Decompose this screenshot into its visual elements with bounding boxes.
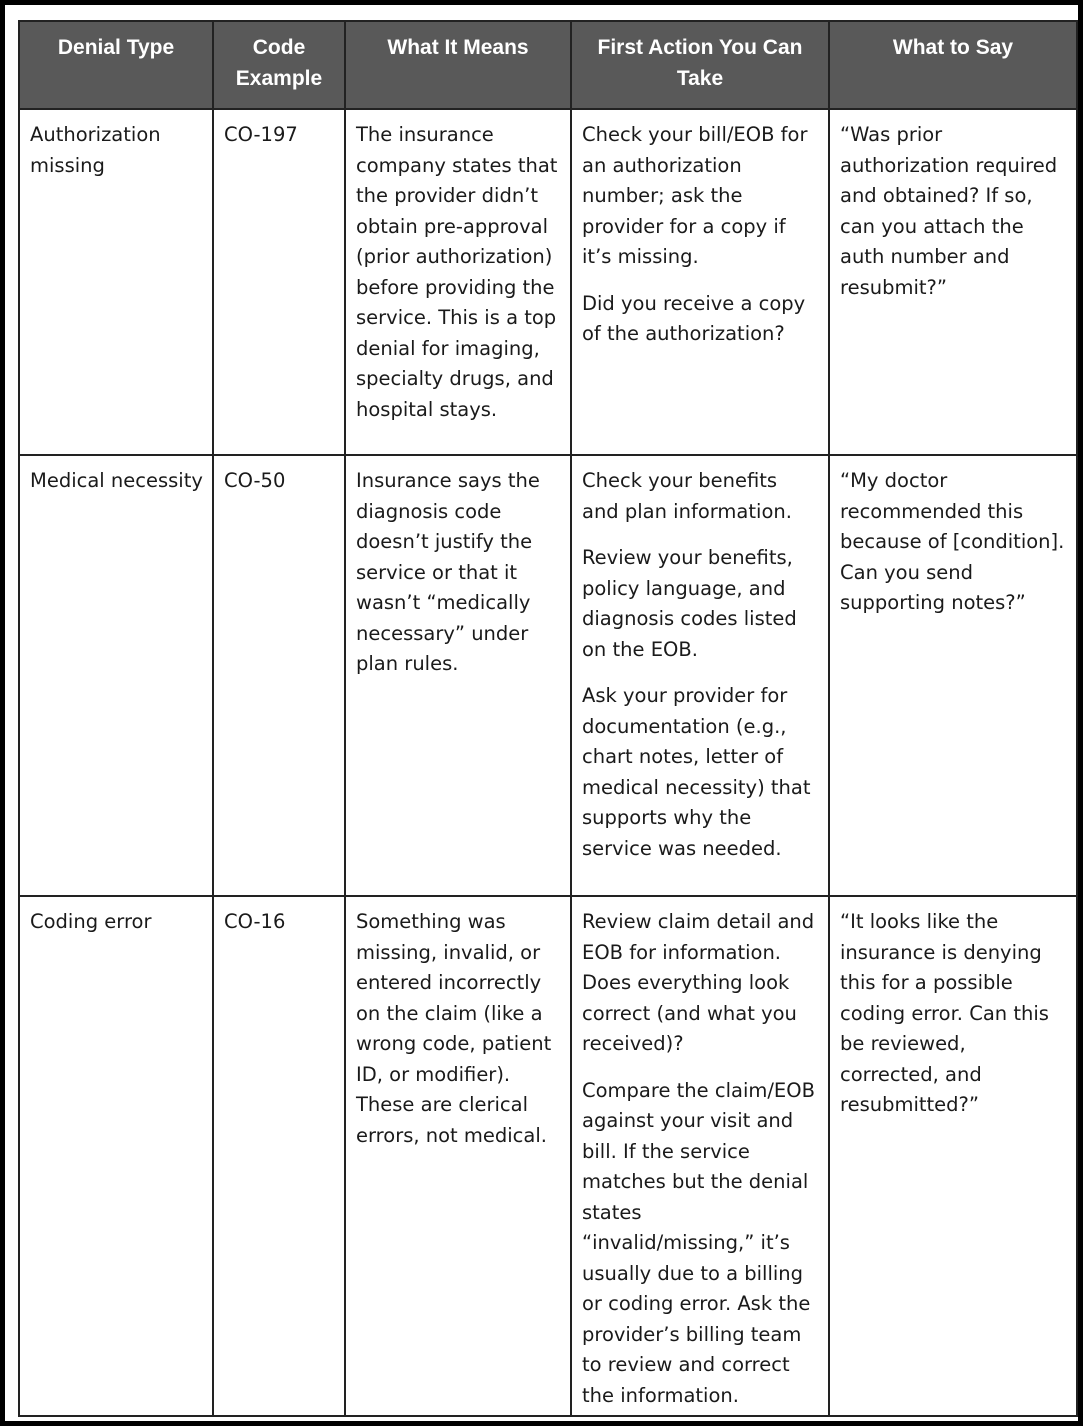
code-cell: CO-16 [213, 896, 345, 1416]
header-first-action: First Action You Can Take [571, 21, 829, 109]
action-paragraph: Check your bill/EOB for an authorization number; ask the provider for a copy if it’s missing. [582, 123, 808, 268]
denial-types-table [18, 20, 1078, 1417]
action-paragraph: Review your benefits, policy language, and diagnosis codes listed on the EOB. [582, 546, 797, 661]
denial-type-cell: Coding error [19, 896, 213, 1416]
denial-type-cell: Authorization missing [19, 109, 213, 455]
what-to-say-cell: “My doctor recommended this because of [condition]. Can you send supporting notes?” [829, 455, 1077, 896]
action-cell [571, 896, 829, 1416]
header-code-example: Code Example [213, 21, 345, 109]
header-denial-type: Denial Type [19, 21, 213, 109]
table-row [19, 455, 1077, 896]
table-header-row [19, 21, 1077, 109]
action-cell [571, 455, 829, 896]
meaning-cell: Insurance says the diagnosis code doesn’t justify the service or that it wasn’t “medically necessary” under plan rules. [345, 455, 571, 896]
action-paragraph: Check your benefits and plan information. [582, 469, 792, 523]
action-paragraph: Review claim detail and EOB for information. Does everything look correct (and what you received)? [582, 910, 815, 1056]
code-cell: CO-50 [213, 455, 345, 896]
code-cell: CO-197 [213, 109, 345, 455]
meaning-cell: Something was missing, invalid, or entered incorrectly on the claim (like a wrong code, patient ID, or modifier). These are clerical errors, not medical. [345, 896, 571, 1416]
table-row [19, 109, 1077, 455]
header-what-it-means: What It Means [345, 21, 571, 109]
action-paragraph: Ask your provider for documentation (e.g., chart notes, letter of medical necessity) that supports why the service was needed. [582, 684, 811, 860]
table-row [19, 896, 1077, 1416]
what-to-say-cell: “Was prior authorization required and obtained? If so, can you attach the auth number and resubmit?” [829, 109, 1077, 455]
denial-type-cell: Medical necessity [19, 455, 213, 896]
header-what-to-say: What to Say [829, 21, 1077, 109]
action-paragraph: Compare the claim/EOB against your visit and bill. If the service matches but the denial states “invalid/missing,” it’s usually due to a billing or coding error. Ask the provider’s billing team to review and correct the information. [582, 1078, 815, 1407]
action-paragraph: Did you receive a copy of the authorization? [582, 291, 806, 345]
action-cell [571, 109, 829, 455]
meaning-cell: The insurance company states that the provider didn’t obtain pre-approval (prior authorization) before providing the service. This is a top denial for imaging, specialty drugs, and hospital stays. [345, 109, 571, 455]
what-to-say-cell: “It looks like the insurance is denying this for a possible coding error. Can this be reviewed, corrected, and resubmitted?” [829, 896, 1077, 1416]
